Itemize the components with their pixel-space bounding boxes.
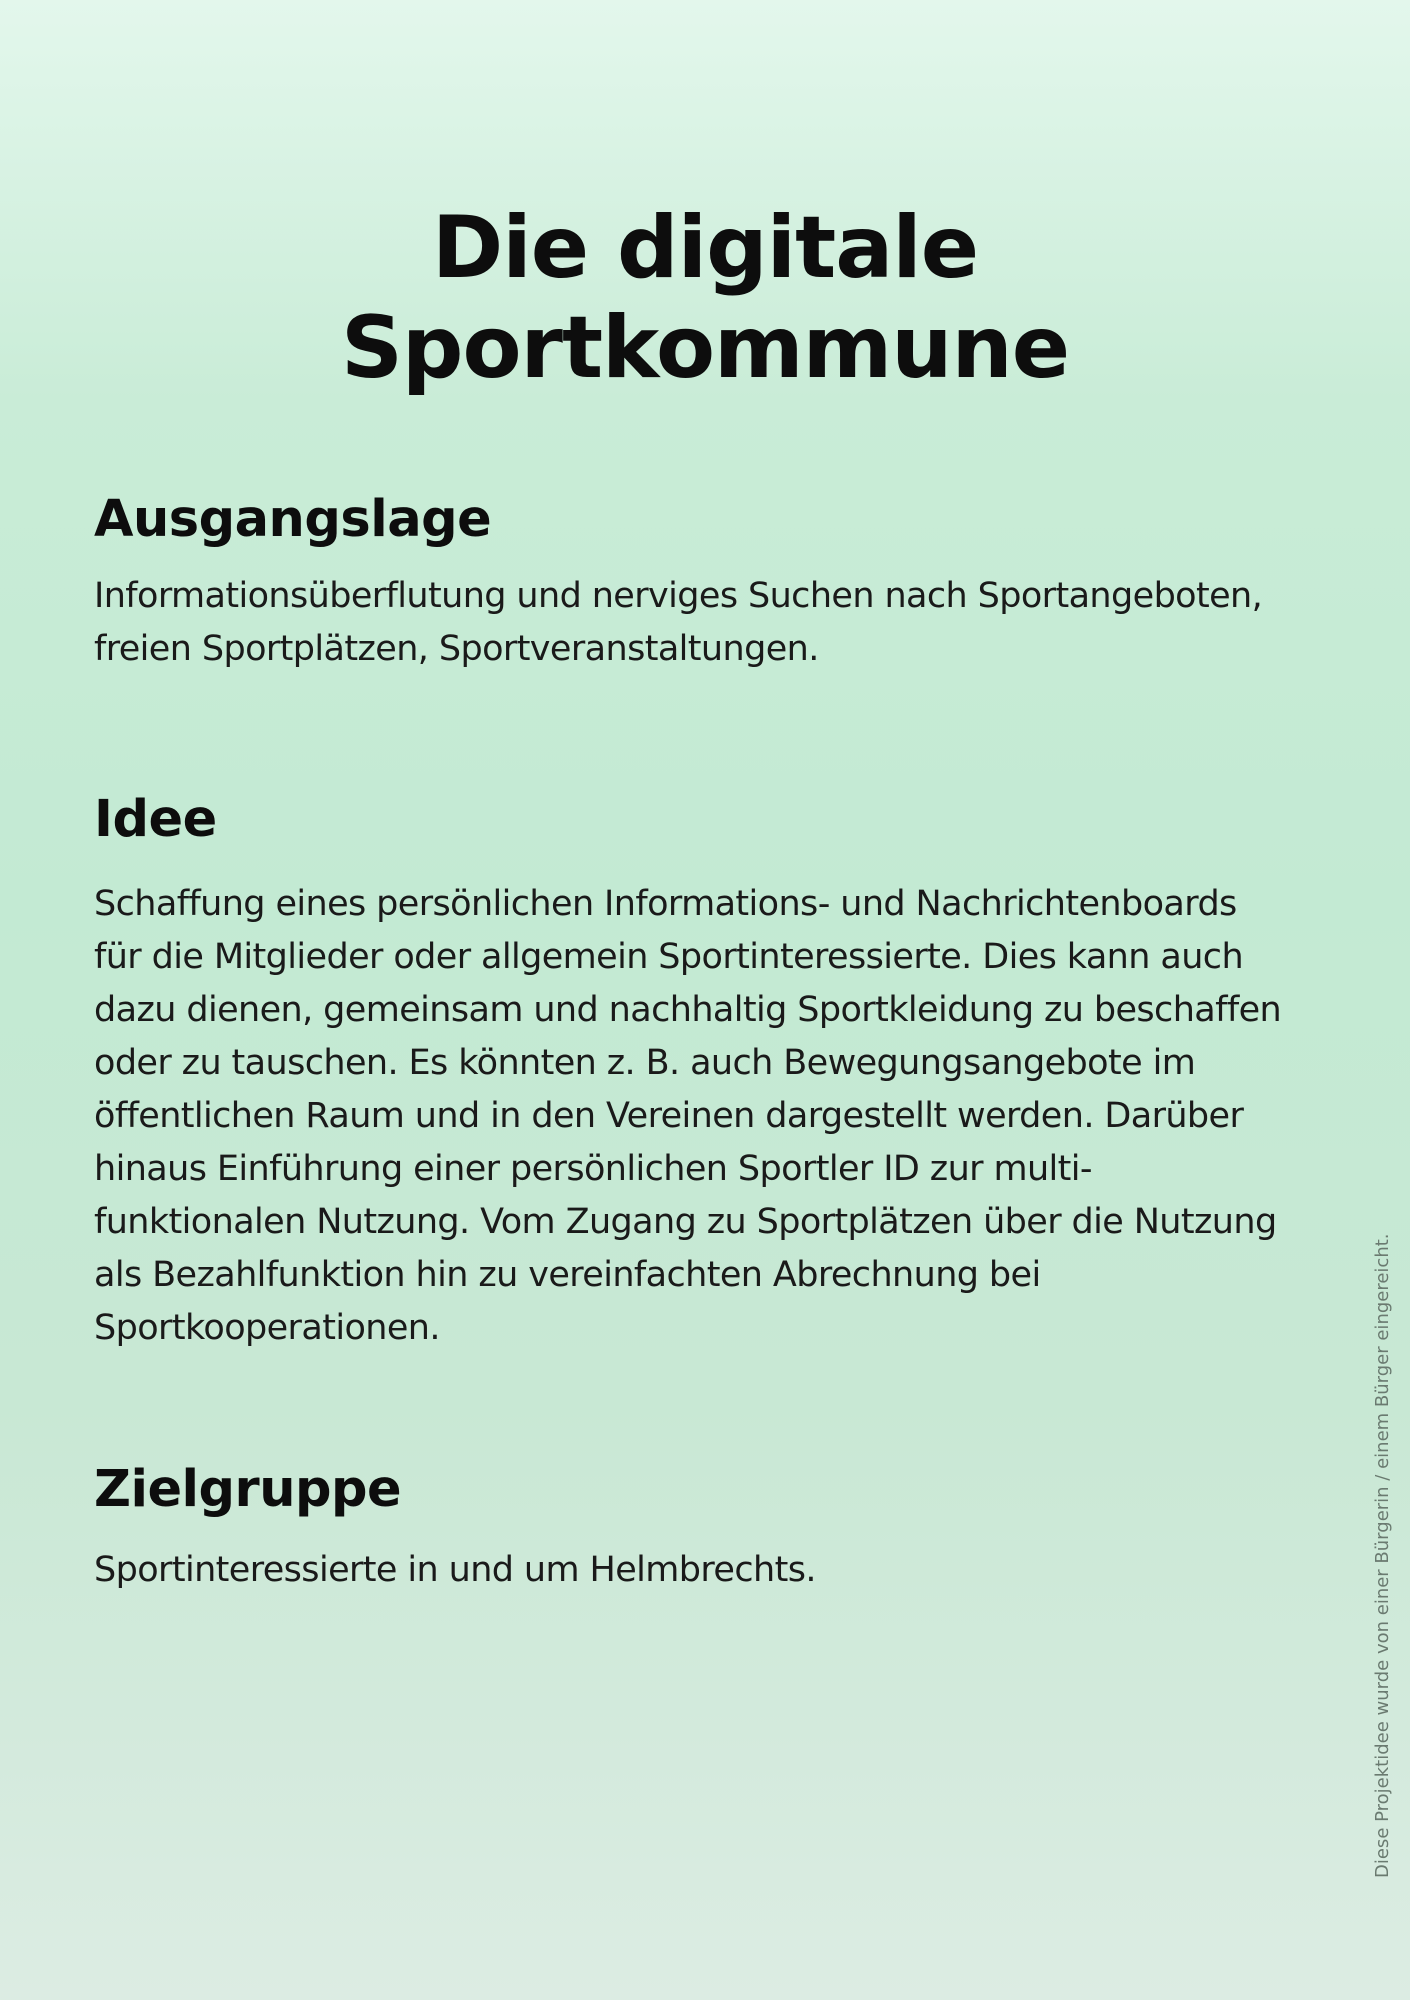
side-note-vertical: Diese Projektidee wurde von einer Bürgerin / einem Bürger eingereicht. [1372, 1233, 1393, 1878]
text-line: als Bezahlfunktion hin zu vereinfachten Abrechnung bei [94, 1255, 1041, 1295]
text-line: für die Mitglieder oder allgemein Sportinteressierte. Dies kann auch [94, 937, 1244, 977]
text-line: oder zu tauschen. Es könnten z. B. auch Bewegungsangebote im [94, 1043, 1196, 1083]
section-ausgangslage [94, 490, 1324, 676]
text-line: Schaffung eines persönlichen Informations- und Nachrichtenboards [94, 884, 1237, 924]
section-zielgruppe [94, 1460, 1324, 1597]
text-line: Informationsüberflutung und nerviges Suchen nach Sportangeboten, [94, 576, 1263, 616]
text-line: funktionalen Nutzung. Vom Zugang zu Sportplätzen über die Nutzung [94, 1202, 1277, 1242]
title-line-2: Sportkommune [340, 297, 1070, 398]
section-heading-idee: Idee [94, 790, 217, 849]
section-text-ausgangslage [94, 570, 1324, 676]
page-title [0, 198, 1410, 398]
text-line: öffentlichen Raum und in den Vereinen dargestellt werden. Darüber [94, 1096, 1244, 1136]
text-line: freien Sportplätzen, Sportveranstaltungen. [94, 629, 819, 669]
text-line: Sportinteressierte in und um Helmbrechts. [94, 1550, 816, 1590]
section-heading-ausgangslage: Ausgangslage [94, 490, 492, 549]
section-heading-zielgruppe: Zielgruppe [94, 1460, 402, 1519]
section-text-idee [94, 878, 1324, 1355]
section-text-zielgruppe [94, 1544, 1324, 1597]
text-line: hinaus Einführung einer persönlichen Sportler ID zur multi- [94, 1149, 1092, 1189]
section-idee [94, 790, 1324, 1355]
title-line-1: Die digitale [431, 197, 979, 298]
text-line: dazu dienen, gemeinsam und nachhaltig Sportkleidung zu beschaffen [94, 990, 1282, 1030]
text-line: Sportkooperationen. [94, 1308, 440, 1348]
